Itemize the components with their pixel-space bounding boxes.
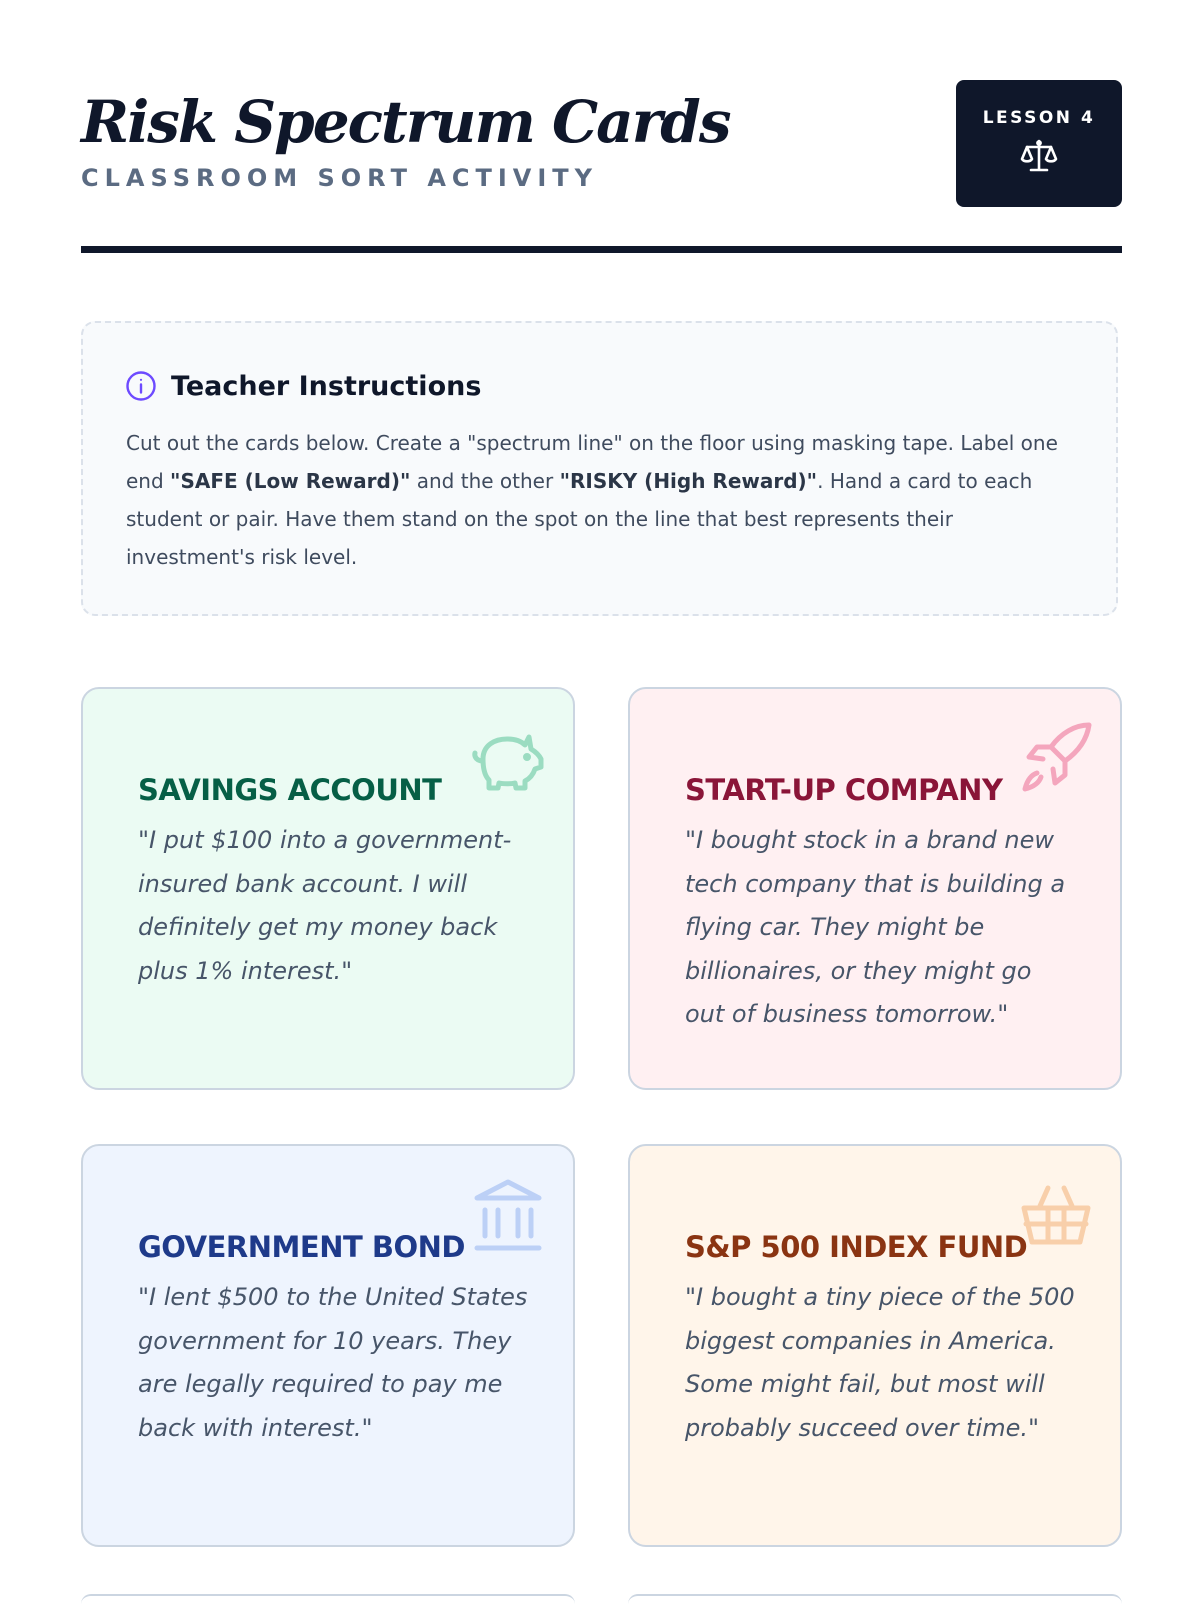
teacher-instructions-box [81,321,1118,616]
risky-label-text: "RISKY (High Reward)" [559,469,818,493]
basket-icon [1020,1184,1092,1248]
page-header [81,80,1121,208]
bank-building-icon [473,1178,543,1252]
header-divider [81,246,1122,253]
card-sp-500-index-fund [628,1144,1122,1547]
next-card-edge [628,1594,1122,1604]
card-title: S&P 500 INDEX FUND [685,1230,1028,1265]
piggy-bank-icon [469,727,545,791]
instructions-text-part: . Hand a card to each student or pair. Have them stand on the spot on the line that best represents their investment's risk level. [126,469,1033,569]
card-title: GOVERNMENT BOND [138,1230,465,1265]
card-quote: "I bought stock in a brand new tech company that is building a flying car. They might be billionaires, or they might go out of business tomorrow." [685,826,1066,1028]
instructions-text-part: Cut out the cards below. Create a "spectrum line" on the floor using masking tape. Label one end [126,431,1058,493]
instructions-text-part: and the other [410,469,560,493]
instructions-header [125,369,481,403]
rocket-icon [1017,721,1093,795]
card-quote: "I put $100 into a government-insured bank account. I will definitely get my money back plus 1% interest." [138,826,512,985]
card-quote: "I bought a tiny piece of the 500 biggest companies in America. Some might fail, but most will probably succeed over time." [685,1283,1075,1442]
card-title: START-UP COMPANY [685,773,1003,808]
page-title: Risk Spectrum Cards [81,88,730,156]
card-start-up-company [628,687,1122,1090]
instructions-text [126,424,1086,576]
lesson-label: LESSON 4 [982,108,1096,128]
scale-icon [1019,136,1059,176]
card-savings-account [81,687,575,1090]
lesson-badge [956,80,1122,207]
safe-label-text: "SAFE (Low Reward)" [170,469,411,493]
next-card-edge [81,1594,575,1604]
card-title: SAVINGS ACCOUNT [138,773,442,808]
instructions-title: Teacher Instructions [171,370,482,402]
card-quote: "I lent $500 to the United States government for 10 years. They are legally required to pay me back with interest." [138,1283,528,1442]
page-subtitle: CLASSROOM SORT ACTIVITY [81,164,599,192]
info-icon [125,370,157,402]
card-government-bond [81,1144,575,1547]
